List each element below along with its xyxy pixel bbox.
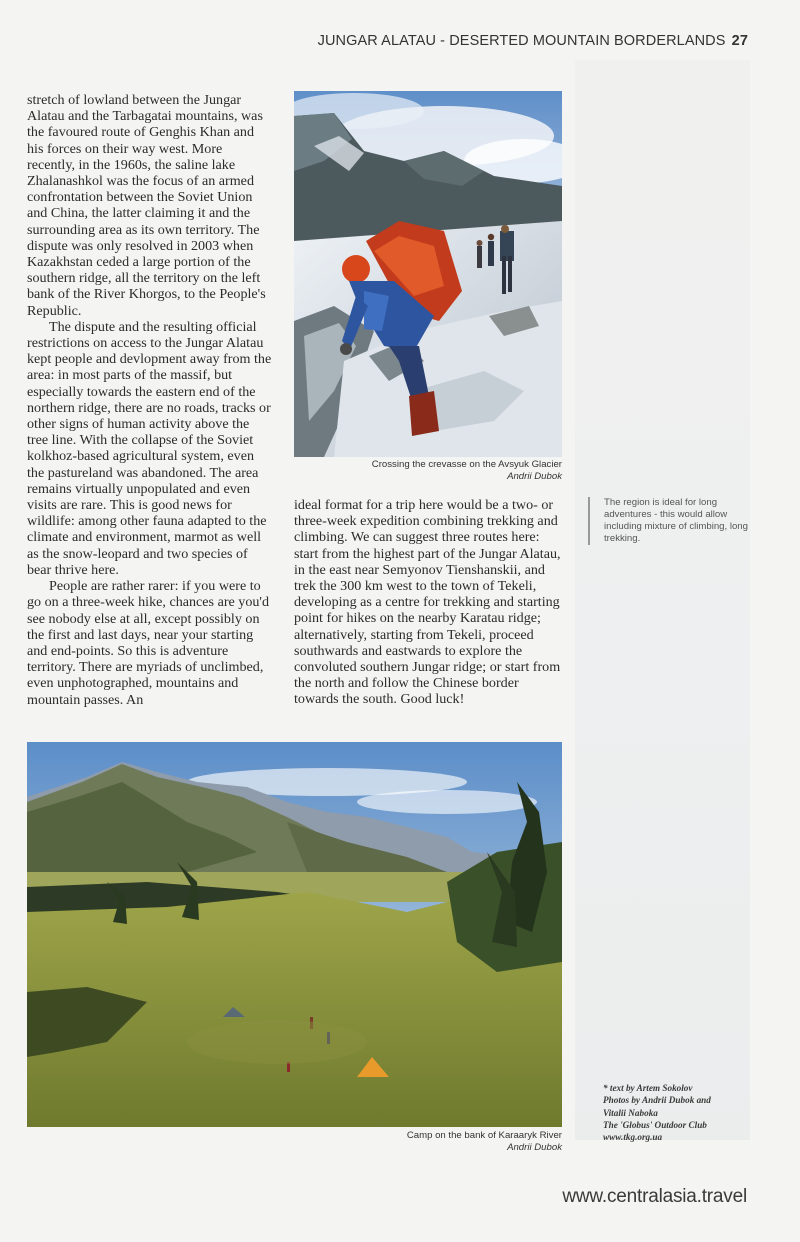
camp-photo-caption xyxy=(262,1130,562,1154)
paragraph: The dispute and the resulting official restrictions on access to the Jungar Alatau kept people and devlopment away from the area: in most parts of the massif, but especially towards the eastern end of the northern ridge, there are no roads, tracks or other signs of human activity above the tree line. With the collapse of the Soviet kolkhoz-based agricultural system, even the pastureland was abandoned. The area remains virtually unpopulated and even visits are rare. This is good news for wildlife: among other fauna adapted to the climate and environment, marmot as well as the snow-leopard and two species of bear thrive here. xyxy=(27,318,272,578)
article-column-2 xyxy=(294,497,566,708)
glacier-photo-caption xyxy=(262,459,562,483)
credit-line: Vitalii Naboka xyxy=(603,1107,658,1118)
credit-line: The 'Globus' Outdoor Club xyxy=(603,1119,707,1130)
paragraph: stretch of lowland between the Jungar Alatau and the Tarbagatai mountains, was the favoured route of Genghis Khan and his forces on their way west. More recently, in the 1960s, the saline lake Zhalanashkol was the focus of an armed confrontation between the Soviet Union and China, the latter claiming it and the surrounding area as its own territory. The dispute was only resolved in 2003 when Kazakhstan ceded a large portion of the southern ridge, all the territory on the left bank of the River Khorgos, to the People's Republic. xyxy=(27,92,266,319)
photo-credit: Andrii Dubok xyxy=(507,471,562,482)
article-credits xyxy=(603,1082,753,1143)
running-header xyxy=(318,33,748,49)
page-number: 27 xyxy=(731,33,748,49)
credit-line: www.tkg.org.ua xyxy=(603,1132,663,1143)
camp-photo xyxy=(27,742,562,1127)
photo-credit: Andrii Dubok xyxy=(507,1142,562,1153)
glacier-photo xyxy=(294,91,562,457)
credit-line: Photos by Andrii Dubok and xyxy=(603,1095,711,1106)
sidebar-background xyxy=(575,60,750,1140)
credit-line: * text by Artem Sokolov xyxy=(603,1083,693,1093)
article-column-1 xyxy=(27,92,273,708)
header-title: JUNGAR ALATAU - DESERTED MOUNTAIN BORDERLANDS xyxy=(317,33,726,49)
pull-quote: The region is ideal for long adventures - this would allow including mixture of climbing, long trekking. xyxy=(588,497,748,545)
paragraph: ideal format for a trip here would be a two- or three-week expedition combining trekking and climbing. We can suggest three routes here: start from the highest part of the Jungar Alatau, in the east near Semyonov Tienshanskii, and trek the 300 km west to the town of Tekeli, developing as a centre for trekking and starting point for hikes on the nearby Karatau ridge; alternatively, starting from Tekeli, proceed southwards and eastwards to explore the convoluted southern Jungar ridge; or start from the north and follow the Chinese border towards the south. Good luck! xyxy=(294,497,561,708)
footer-url: www.centralasia.travel xyxy=(562,1186,747,1207)
caption-text: Crossing the crevasse on the Avsyuk Glacier xyxy=(371,459,562,470)
paragraph: People are rather rarer: if you were to go on a three-week hike, chances are you'd see nobody else at all, except possibly on the first and last days, near your starting and end-points. So this is adventure territory. There are myriads of unclimbed, even unphotographed, mountains and mountain passes. An xyxy=(27,578,270,708)
caption-text: Camp on the bank of Karaaryk River xyxy=(406,1130,562,1141)
